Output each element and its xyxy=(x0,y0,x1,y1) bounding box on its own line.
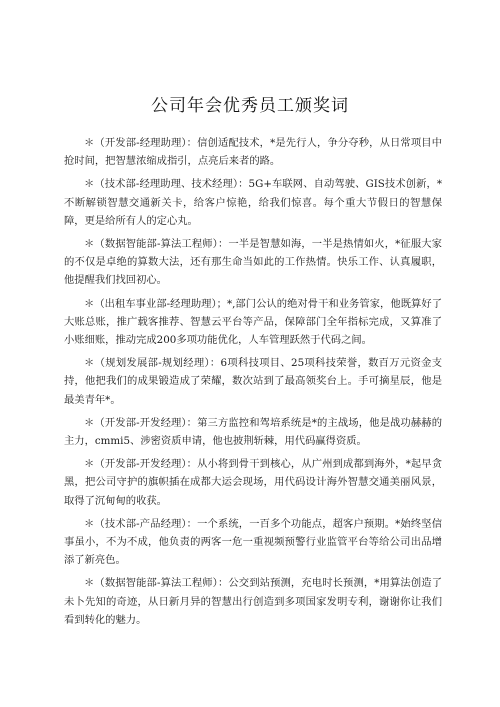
award-paragraph-1: ＊（开发部-经理助理）：信创适配技术，*是先行人，争分夺秒，从日常项目中抢时间，把智慧浓缩成指引，点亮后来者的路。 xyxy=(64,137,442,168)
award-paragraph-9: ＊（数据智能部-算法工程师）：公交到站预测，充电时长预测，*用算法创造了未卜先知的奇迹，从日新月异的智慧出行创造到多项国家发明专利，谢谢你让我们看到转化的魅力。 xyxy=(64,577,442,626)
award-paragraph-5: ＊（规划发展部-规划经理）：6项科技项目、25项科技荣誉，数百万元资金支持，他把我们的成果锻造成了荣耀，数次站到了最高领奖台上。手可摘星辰，他是最美青年*。 xyxy=(64,357,442,406)
document-title: 公司年会优秀员工颁奖词 xyxy=(151,96,349,116)
award-paragraph-2: ＊（技术部-经理助理、技术经理）：5G+车联网、自动驾驶、GIS技术创新，*不断解锁智慧交通新关卡，给客户惊艳，给我们惊喜。每个重大节假日的智慧保障，更是给所有人的定心丸。 xyxy=(64,178,442,227)
award-paragraph-7: ＊（开发部-开发经理）：从小将到骨干到核心，从广州到成都到海外，*起早贪黑，把公司守护的旗帜插在成都大运会现场，用代码设计海外智慧交通美丽风景，取得了沉甸甸的收获。 xyxy=(64,458,442,507)
award-paragraph-8: ＊（技术部-产品经理）：一个系统，一百多个功能点，超客户预期。*始终坚信事虽小，不为不成，他负责的两客一危一重视频预警行业监管平台等给公司出品增添了新亮色。 xyxy=(64,517,442,567)
award-paragraph-6: ＊（开发部-开发经理）：第三方监控和驾培系统是*的主战场，他是战功赫赫的主力，cmmi5、涉密资质申请，他也披荆斩棘，用代码赢得资质。 xyxy=(64,416,442,448)
document-body xyxy=(64,134,442,634)
award-paragraph-4: ＊（出租车事业部-经理助理）；*,部门公认的绝对骨干和业务管家，他既算好了大账总账，推广载客推荐、智慧云平台等产品，保障部门全年指标完成，又算准了小账细账，推动完成200多项功能优化，人车管理跃然于代码之间。 xyxy=(64,297,442,347)
award-paragraph-3: ＊（数据智能部-算法工程师）：一半是智慧如海，一半是热情如火，*征服大家的不仅是卓绝的算数大法，还有那生命当如此的工作热情。快乐工作、认真履职，他提醒我们找回初心。 xyxy=(64,238,442,287)
